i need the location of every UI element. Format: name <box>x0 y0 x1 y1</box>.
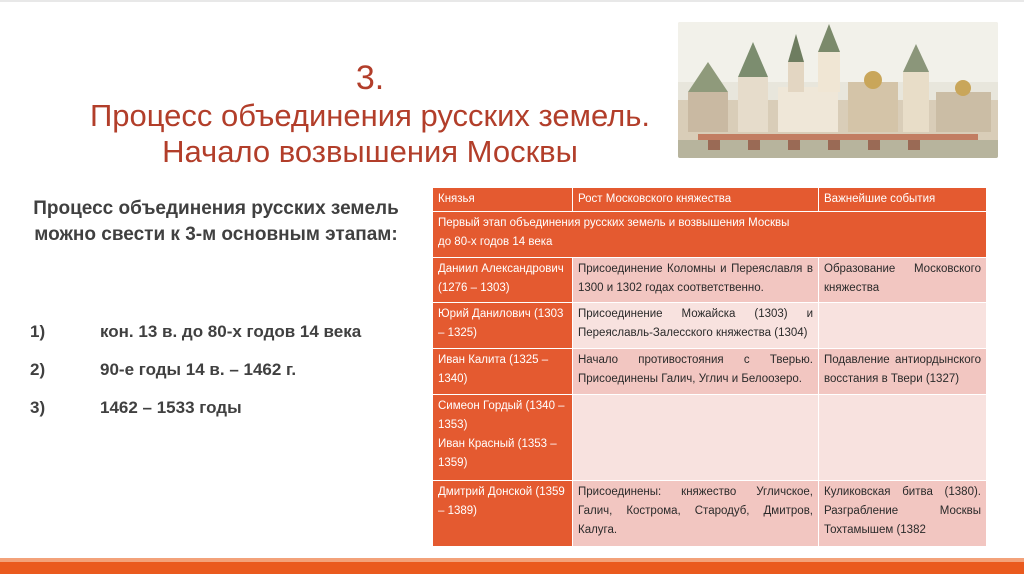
table-header-row <box>433 188 987 212</box>
stage-text: кон. 13 в. до 80-х годов 14 века <box>100 322 362 341</box>
section-line-1: Первый этап объединения русских земель и возвышения Москвы <box>438 217 790 229</box>
table-row <box>433 349 987 395</box>
stage-item <box>30 360 410 398</box>
growth-cell: Присоединены: княжество Угличское, Галич, Кострома, Стародуб, Дмитров, Калуга. <box>573 481 819 547</box>
stage-number: 2) <box>30 360 46 379</box>
header-events: Важнейшие события <box>819 188 987 212</box>
table-row <box>433 257 987 303</box>
stage-number: 1) <box>30 322 46 341</box>
bottom-accent-stripe <box>0 558 1024 562</box>
stage-item <box>30 398 410 436</box>
stage-item <box>30 322 410 360</box>
growth-cell: Присоединение Коломны и Переяславля в 1300 и 1302 годах соответственно. <box>573 257 819 303</box>
growth-cell: Начало противостояния с Тверью. Присоединены Галич, Углич и Белоозеро. <box>573 349 819 395</box>
stage-text: 1462 – 1533 годы <box>100 398 242 417</box>
title-number: 3. <box>355 59 385 97</box>
header-princes: Князья <box>433 188 573 212</box>
bottom-accent-bar <box>0 562 1024 574</box>
events-cell: Куликовская битва (1380). Разграбление Москвы Тохтамышем (1382 <box>819 481 987 547</box>
section-row <box>433 212 987 258</box>
header-growth: Рост Московского княжества <box>573 188 819 212</box>
events-cell <box>819 303 987 349</box>
events-cell: Образование Московского княжества <box>819 257 987 303</box>
prince-name-2: Иван Красный (1353 – 1359) <box>438 437 557 469</box>
stage-number: 3) <box>30 398 46 417</box>
prince-cell: Иван Калита (1325 – 1340) <box>433 349 573 395</box>
section-line-2: до 80-х годов 14 века <box>438 236 553 248</box>
table-row <box>433 394 987 480</box>
events-cell: Подавление антиордынского восстания в Твери (1327) <box>819 349 987 395</box>
table-row <box>433 303 987 349</box>
title-line-2: Начало возвышения Москвы <box>162 134 578 169</box>
intro-text: Процесс объединения русских земель можно свести к 3-м основным этапам: <box>33 198 399 245</box>
prince-cell: Юрий Данилович (1303 – 1325) <box>433 303 573 349</box>
slide-title <box>50 58 690 170</box>
growth-cell: Присоединение Можайска (1303) и Переяславль-Залесского княжества (1304) <box>573 303 819 349</box>
kremlin-painting-image <box>678 22 998 158</box>
princes-table <box>432 187 987 547</box>
section-cell <box>433 212 987 258</box>
prince-cell <box>433 394 573 480</box>
growth-cell <box>573 394 819 480</box>
top-divider <box>0 0 1024 2</box>
prince-cell: Дмитрий Донской (1359 – 1389) <box>433 481 573 547</box>
stage-text: 90-е годы 14 в. – 1462 г. <box>100 360 297 379</box>
stages-list <box>30 322 410 436</box>
title-line-1: Процесс объединения русских земель. <box>89 98 651 133</box>
prince-cell: Даниил Александрович (1276 – 1303) <box>433 257 573 303</box>
table-row <box>433 481 987 547</box>
events-cell <box>819 394 987 480</box>
prince-name-1: Симеон Гордый (1340 – 1353) <box>438 399 565 431</box>
